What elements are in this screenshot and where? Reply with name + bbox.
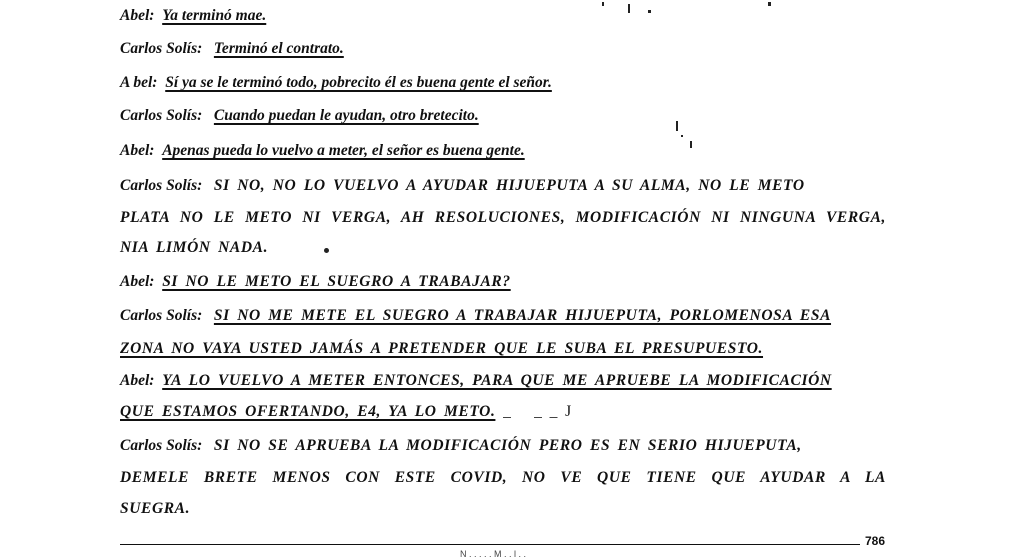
- speaker-label: Abel:: [120, 7, 155, 24]
- dialogue-text: SI NO LE METO EL SUEGRO A TRABAJAR?: [162, 273, 511, 290]
- scan-speck: [690, 141, 692, 148]
- dialogue-text: Ya terminó mae.: [162, 7, 267, 24]
- dialogue-text: Terminó el contrato.: [213, 40, 344, 57]
- transcript-line: [120, 39, 344, 59]
- dialogue-text: SI NO, NO LO VUELVO A AYUDAR HIJUEPUTA A SU ALMA, NO LE METO: [213, 177, 805, 194]
- dialogue-text: Cuando puedan le ayudan, otro bretecito.: [213, 107, 479, 124]
- scan-speck: [628, 4, 630, 13]
- transcript-line: [120, 272, 511, 292]
- dialogue-text: SI NO SE APRUEBA LA MODIFICACIÓN PERO ES EN SERIO HIJUEPUTA,: [213, 437, 802, 454]
- dialogue-text: ZONA NO VAYA USTED JAMÁS A PRETENDER QUE LE SUBA EL PRESUPUESTO.: [120, 340, 764, 357]
- scan-speck: [681, 135, 683, 137]
- footer-rule: [120, 544, 860, 545]
- transcript-line: [120, 306, 831, 326]
- dialogue-text: SUEGRA.: [120, 500, 191, 517]
- transcript-line: [120, 6, 266, 26]
- scan-speck: [324, 248, 329, 253]
- scan-speck: [768, 2, 771, 6]
- speaker-label: A bel:: [120, 74, 158, 91]
- transcript-line: QUE ESTAMOS OFERTANDO, E4, YA LO METO. _ _ _ J: [120, 403, 572, 420]
- transcript-line: [120, 106, 479, 126]
- dialogue-text: SI NO ME METE EL SUEGRO A TRABAJAR HIJUEPUTA, PORLOMENOSA ESA: [213, 307, 832, 324]
- speaker-label: Carlos Solís:: [120, 107, 203, 124]
- speaker-label: Abel:: [120, 372, 155, 389]
- transcript-line: [120, 176, 805, 196]
- dialogue-text: YA LO VUELVO A METER ENTONCES, PARA QUE ME APRUEBE LA MODIFICACIÓN: [162, 372, 832, 389]
- transcript-line: [120, 436, 802, 456]
- speaker-label: Carlos Solís:: [120, 307, 203, 324]
- dialogue-text: PLATA NO LE METO NI VERGA, AH RESOLUCIONES, MODIFICACIÓN NI NINGUNA VERGA,: [120, 209, 886, 226]
- speaker-label: Abel:: [120, 273, 155, 290]
- speaker-label: Carlos Solís:: [120, 40, 203, 57]
- page-number: 786: [865, 534, 886, 548]
- transcript-line: [120, 371, 832, 391]
- dialogue-text: Apenas pueda lo vuelvo a meter, el señor es buena gente.: [162, 142, 525, 159]
- scan-speck: [648, 10, 651, 13]
- transcript-line: [120, 208, 886, 228]
- transcript-line: [120, 238, 268, 258]
- scan-speck: [602, 2, 604, 6]
- transcript-line: [120, 141, 525, 161]
- speaker-label: Abel:: [120, 142, 155, 159]
- dialogue-text: QUE ESTAMOS OFERTANDO, E4, YA LO METO.: [120, 403, 496, 420]
- dialogue-text: NIA LIMÓN NADA.: [120, 239, 269, 256]
- transcript-line: [120, 73, 552, 93]
- transcript-line: [120, 339, 763, 359]
- footer-text-fragment: N . . . . . M . . l . .: [460, 549, 527, 559]
- speaker-label: Carlos Solís:: [120, 437, 203, 454]
- transcript-line: [120, 468, 886, 488]
- dialogue-text: Sí ya se le terminó todo, pobrecito él es buena gente el señor.: [165, 74, 552, 91]
- scan-speck: [676, 121, 678, 131]
- dialogue-text: DEMELE BRETE MENOS CON ESTE COVID, NO VE QUE TIENE QUE AYUDAR A LA: [120, 469, 886, 486]
- transcript-line: [120, 499, 190, 519]
- speaker-label: Carlos Solís:: [120, 177, 203, 194]
